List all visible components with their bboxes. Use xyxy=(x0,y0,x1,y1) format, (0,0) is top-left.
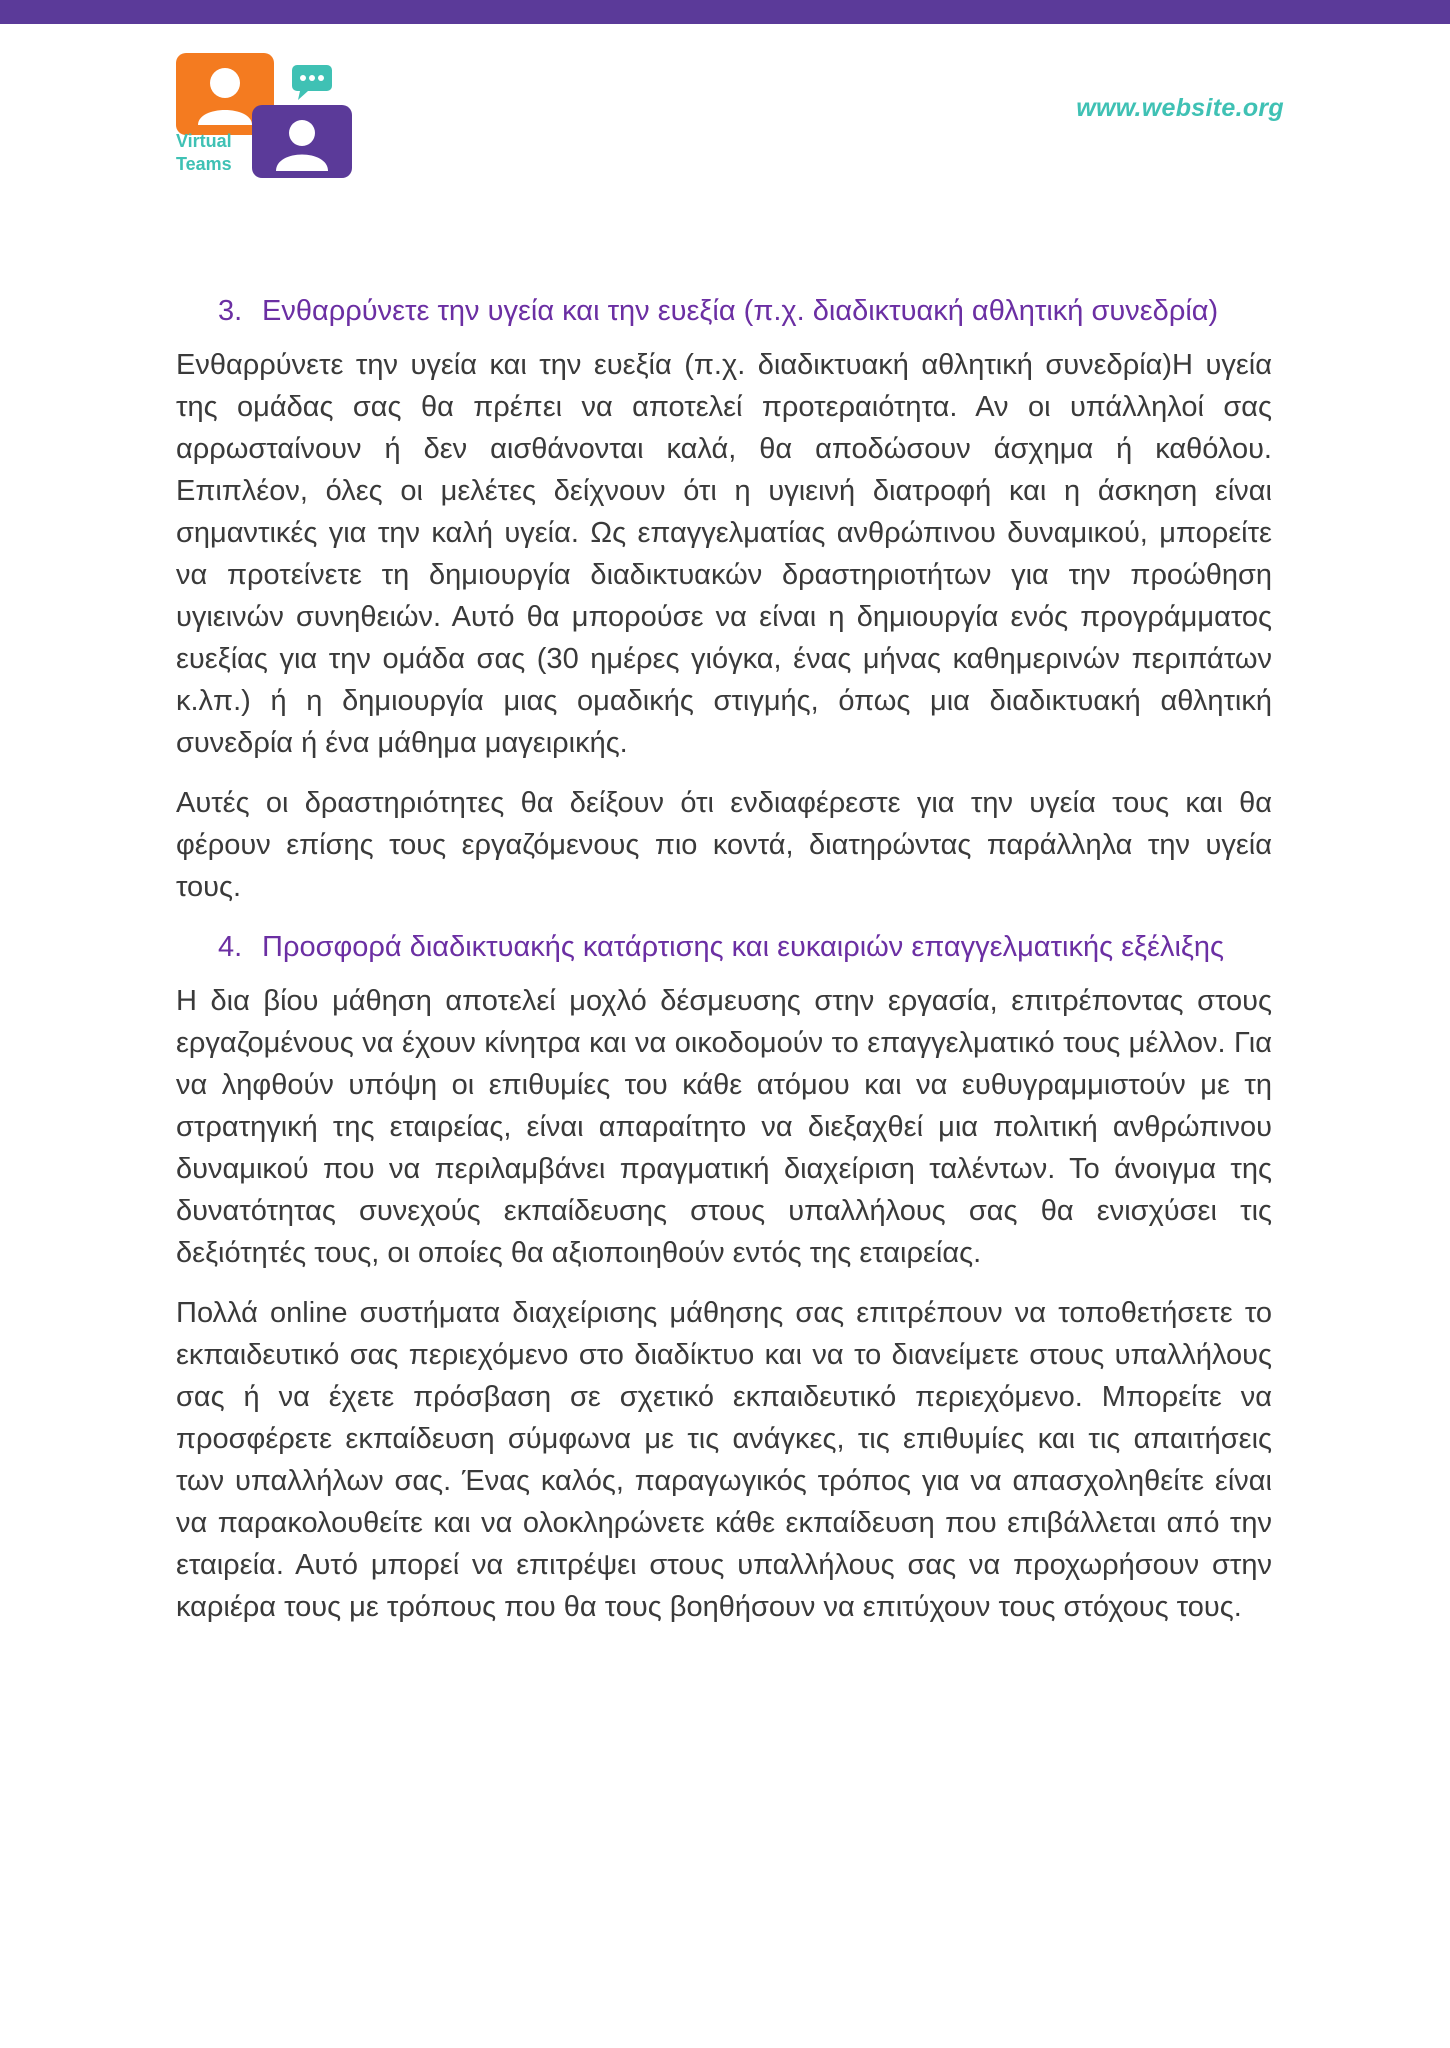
logo-text-line1: Virtual xyxy=(176,131,232,151)
paragraph: Ενθαρρύνετε την υγεία και την ευεξία (π.χ. διαδικτυακή αθλητική συνεδρία)Η υγεία της ομάδας σας θα πρέπει να αποτελεί προτεραιότητα. Αν οι υπάλληλοί σας αρρωσταίνουν ή δεν αισθάνονται καλά, θα αποδώσουν άσχημα ή καθόλου. Επιπλέον, όλες οι μελέτες δείχνουν ότι η υγιεινή διατροφή και η άσκηση είναι σημαντικές για την καλή υγεία. Ως επαγγελματίας ανθρώπινου δυναμικού, μπορείτε να προτείνετε τη δημιουργία διαδικτυακών δραστηριοτήτων για την προώθηση υγιεινών συνηθειών. Αυτό θα μπορούσε να είναι η δημιουργία ενός προγράμματος ευεξίας για την ομάδα σας (30 ημέρες γιόγκα, ένας μήνας καθημερινών περιπάτων κ.λπ.) ή η δημιουργία μιας ομαδικής στιγμής, όπως μια διαδικτυακή αθλητική συνεδρία ή ένα μάθημα μαγειρικής. xyxy=(176,349,1272,759)
section-number: 3. xyxy=(218,295,243,327)
paragraph: Πολλά online συστήματα διαχείρισης μάθησης σας επιτρέπουν να τοποθετήσετε το εκπαιδευτικό σας περιεχόμενο στο διαδίκτυο και να το διανείμετε στους υπαλλήλους σας ή να έχετε πρόσβαση σε σχετικό εκπαιδευτικό περιεχόμενο. Μπορείτε να προσφέρετε εκπαίδευση σύμφωνα με τις ανάγκες, τις επιθυμίες και τις απαιτήσεις των υπαλλήλων σας. Ένας καλός, παραγωγικός τρόπος για να απασχοληθείτε είναι να παρακολουθείτε και να ολοκληρώνετε κάθε εκπαίδευση που επιβάλλεται από την εταιρεία. Αυτό μπορεί να επιτρέψει στους υπαλλήλους σας να προχωρήσουν στην καριέρα τους με τρόπους που θα τους βοηθήσουν να επιτύχουν τους στόχους τους. xyxy=(176,1297,1272,1623)
virtual-teams-logo xyxy=(176,53,352,178)
virtual-teams-logo-icon xyxy=(176,53,352,178)
website-url[interactable]: www.website.org xyxy=(1076,94,1284,122)
section-heading-3 xyxy=(176,290,1272,332)
logo-text-line2: Teams xyxy=(176,154,232,174)
paragraph: Αυτές οι δραστηριότητες θα δείξουν ότι ενδιαφέρεστε για την υγεία τους και θα φέρουν επίσης τους εργαζόμενους πιο κοντά, διατηρώντας παράλληλα την υγεία τους. xyxy=(176,787,1272,903)
top-accent-bar xyxy=(0,0,1450,24)
paragraph: Η δια βίου μάθηση αποτελεί μοχλό δέσμευσης στην εργασία, επιτρέποντας στους εργαζομένους να έχουν κίνητρα και να οικοδομούν το επαγγελματικό τους μέλλον. Για να ληφθούν υπόψη οι επιθυμίες του κάθε ατόμου και να ευθυγραμμιστούν με τη στρατηγική της εταιρείας, είναι απαραίτητο να διεξαχθεί μια πολιτική ανθρώπινου δυναμικού που να περιλαμβάνει πραγματική διαχείριση ταλέντων. Το άνοιγμα της δυνατότητας συνεχούς εκπαίδευσης στους υπαλλήλους σας θα ενισχύσει τις δεξιότητές τους, οι οποίες θα αξιοποιηθούν εντός της εταιρείας. xyxy=(176,985,1272,1269)
section-number: 4. xyxy=(218,931,243,963)
document-body xyxy=(176,290,1272,1646)
section-title: Ενθαρρύνετε την υγεία και την ευεξία (π.χ. διαδικτυακή αθλητική συνεδρία) xyxy=(262,295,1219,327)
section-heading-4 xyxy=(176,926,1272,968)
section-title: Προσφορά διαδικτυακής κατάρτισης και ευκαιριών επαγγελματικής εξέλιξης xyxy=(262,931,1224,963)
